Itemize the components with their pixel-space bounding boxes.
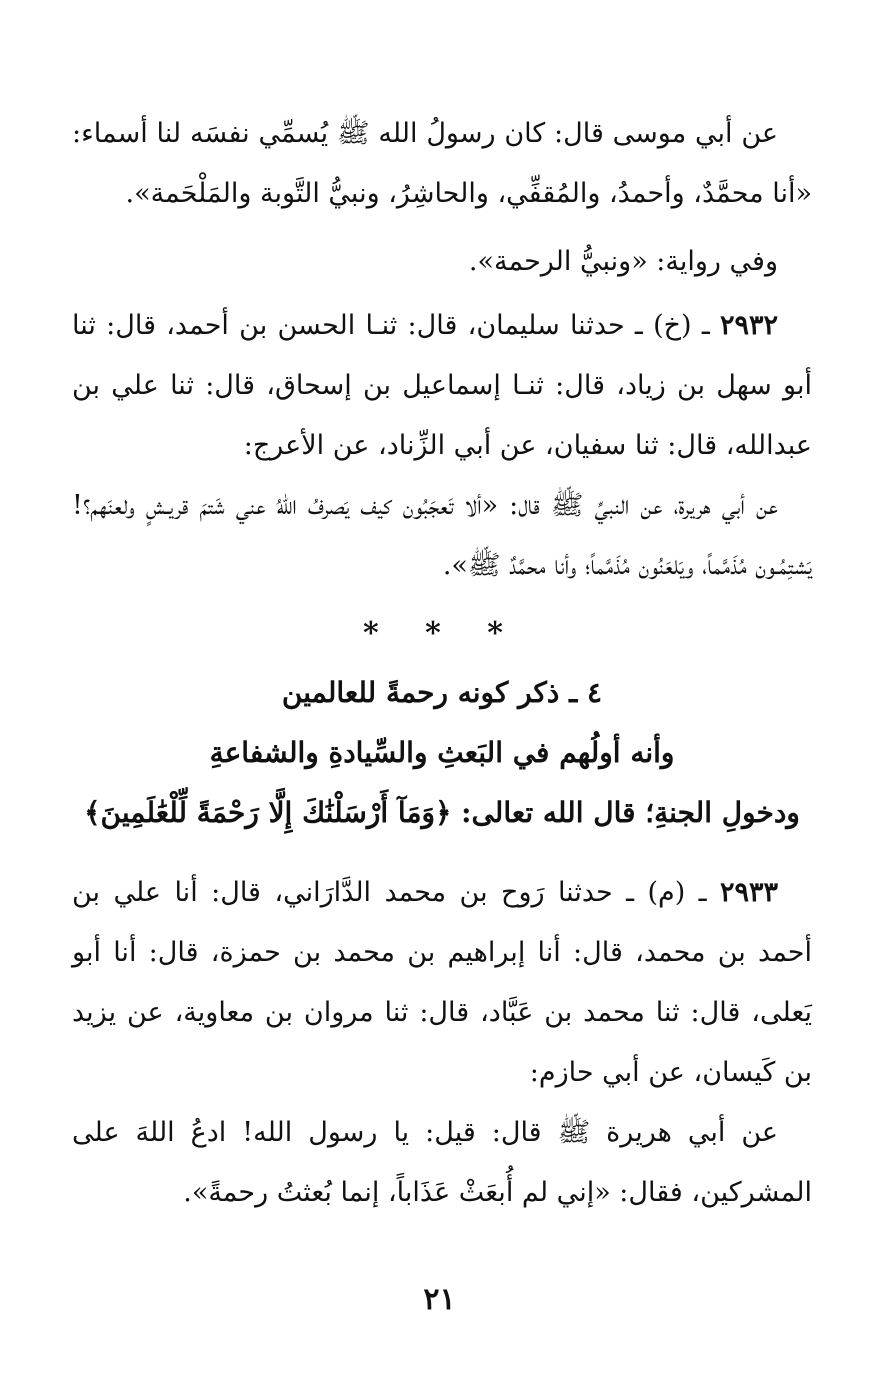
chapter-title-line-3: ودخولِ الجنةِ؛ قال الله تعالى: ﴿وَمَآ أَرْسَلْنَٰكَ إِلَّا رَحْمَةً لِّلْعَٰلَمِينَ﴾: [84, 796, 800, 829]
section-separator: * * *: [363, 616, 521, 651]
isnad-text: ـ (خ) ـ حدثنا سليمان، قال: ثنـا الحسن بن أحمد، قال: ثنا أبو سهل بن زياد، قال: ثنـا إسماعيل بن إسحاق، قال: ثنا علي بن عبدالله، قال: ثنا سفيان، عن أبي الزِّناد، عن الأعرج:: [72, 310, 812, 461]
hadith-text-mercy: عن أبي هريرة ﷺ قال: قيل: يا رسول الله! ادعُ اللهَ على المشركين، فقال: «إني لم أُبعَثْ عَذَاباً، إنما بُعثتُ رحمةً».: [72, 1117, 812, 1208]
chapter-title-line-2: وأنه أولُهم في البَعثِ والسِّيادةِ والشفاعةِ: [209, 736, 675, 769]
chapter-heading: [72, 663, 812, 843]
page-number: ٢١: [423, 1282, 456, 1317]
hadith-text-abu-hurayra: عن أبي هريرة، عن النبيِّ ﷺ قال: «ألا تَعجَبُون كيف يَصرفُ اللهُ عني شَتمَ قريـشٍ ولعنَهم؟! يَشتِمُـون مُذَمَّماً، ويَلعَنُون مُذَمَّماً؛ وأنا محمَّدٌ ﷺ».: [72, 490, 812, 581]
isnad-text: ـ (م) ـ حدثنا رَوح بن محمد الدَّارَاني، قال: أنا علي بن أحمد بن محمد، قال: أنا إبراهيم بن محمد بن حمزة، قال: أنا أبو يَعلى، قال: ثنا محمد بن عَبَّاد، قال: ثنا مروان بن معاوية، عن يزيد بن كَيسان، عن أبي حازم:: [72, 877, 812, 1088]
hadith-number: ٢٩٣٣: [719, 877, 778, 908]
page-body: [72, 104, 812, 1223]
hadith-text-abu-musa: عن أبي موسى قال: كان رسولُ الله ﷺ يُسمِّي نفسَه لنا أسماء: «أنا محمَّدٌ، وأحمدُ، والمُقفِّي، والحاشِرُ، ونبيُّ التَّوبة والمَلْحَمة».: [72, 118, 812, 209]
hadith-isnad-2933: [72, 863, 812, 1103]
narration-variant: وفي رواية: «ونبيُّ الرحمة».: [468, 246, 778, 277]
hadith-number: ٢٩٣٢: [719, 310, 778, 341]
chapter-title-line-1: ٤ ـ ذكر كونه رحمةً للعالمين: [281, 676, 603, 709]
hadith-isnad-2932: [72, 296, 812, 476]
